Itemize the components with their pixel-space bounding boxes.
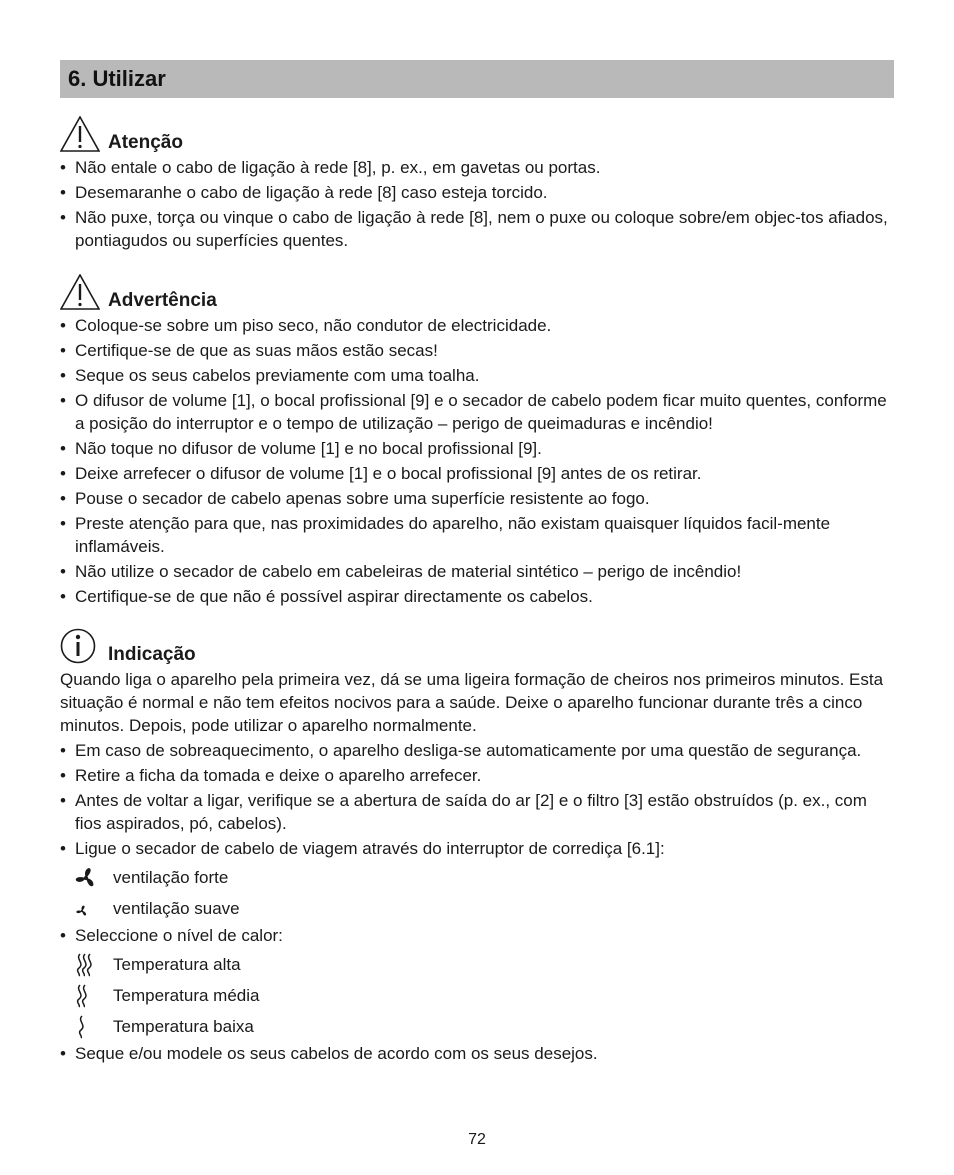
warning-title: Advertência	[108, 290, 217, 311]
heat-low-icon	[75, 1014, 97, 1040]
heat-setting-label: Temperatura média	[113, 985, 260, 1005]
list-item: • Não entale o cabo de ligação à rede [8], p. ex., em gavetas ou portas.	[60, 156, 894, 179]
section-title-bar	[60, 60, 894, 98]
list-item: • Certifique-se de que as suas mãos estão secas!	[60, 339, 894, 362]
heat-setting-row	[75, 1011, 894, 1042]
warning-heading	[60, 274, 894, 310]
fan-setting-row	[75, 893, 894, 924]
attention-title: Atenção	[108, 132, 183, 153]
final-list	[60, 1042, 894, 1065]
list-item: • Em caso de sobreaquecimento, o aparelho desliga-se automaticamente por uma questão de segurança.	[60, 739, 894, 762]
warning-icon	[60, 116, 100, 152]
fan-setting-row	[75, 862, 894, 893]
note-paragraph: Quando liga o aparelho pela primeira vez, dá se uma ligeira formação de cheiros nos primeiros minutos. Esta situação é normal e não tem efeitos nocivos para a saúde. Deixe o aparelho funcionar durante três a cinco minutos. Depois, pode utilizar o aparelho normalmente.	[60, 670, 884, 735]
list-item: • Preste atenção para que, nas proximidades do aparelho, não existam quaisquer líquidos facil-mente inflamáveis.	[60, 512, 894, 558]
warning-icon	[60, 274, 100, 310]
attention-block	[60, 116, 894, 252]
list-item: • Retire a ficha da tomada e deixe o aparelho arrefecer.	[60, 764, 894, 787]
attention-heading	[60, 116, 894, 152]
heat-medium-icon	[75, 983, 97, 1009]
heat-setting-row	[75, 980, 894, 1011]
heat-setting-row	[75, 949, 894, 980]
warning-block	[60, 274, 894, 608]
section-title: 6. Utilizar	[68, 66, 166, 91]
fan-strong-icon	[75, 867, 97, 889]
info-icon	[60, 628, 100, 664]
list-item: • Seque os seus cabelos previamente com uma toalha.	[60, 364, 894, 387]
fan-setting-label: ventilação suave	[113, 898, 240, 918]
warning-list	[60, 314, 894, 608]
list-item: • Seleccione o nível de calor:	[60, 924, 894, 947]
heat-setting-label: Temperatura baixa	[113, 1016, 254, 1036]
heat-setting-label: Temperatura alta	[113, 954, 241, 974]
note-block	[60, 628, 894, 1065]
heat-intro-list	[60, 924, 894, 947]
list-item: • Desemaranhe o cabo de ligação à rede [8] caso esteja torcido.	[60, 181, 894, 204]
page-content	[60, 60, 894, 1067]
page-number: 72	[468, 1131, 486, 1148]
fan-setting-label: ventilação forte	[113, 867, 229, 887]
fan-soft-icon	[75, 898, 97, 920]
list-item: • Não toque no difusor de volume [1] e no bocal profissional [9].	[60, 437, 894, 460]
list-item: • Seque e/ou modele os seus cabelos de acordo com os seus desejos.	[60, 1042, 894, 1065]
list-item: • Certifique-se de que não é possível aspirar directamente os cabelos.	[60, 585, 894, 608]
list-item: • Antes de voltar a ligar, verifique se a abertura de saída do ar [2] e o filtro [3] estão obstruídos (p. ex., com fios aspirados, pó, cabelos).	[60, 789, 894, 835]
note-list	[60, 739, 894, 860]
list-item: • Não utilize o secador de cabelo em cabeleiras de material sintético – perigo de incêndio!	[60, 560, 894, 583]
note-heading	[60, 628, 894, 664]
list-item: • Pouse o secador de cabelo apenas sobre uma superfície resistente ao fogo.	[60, 487, 894, 510]
attention-list	[60, 156, 894, 252]
list-item: • Coloque-se sobre um piso seco, não condutor de electricidade.	[60, 314, 894, 337]
list-item: • Ligue o secador de cabelo de viagem através do interruptor de corrediça [6.1]:	[60, 837, 894, 860]
note-title: Indicação	[108, 644, 196, 665]
list-item: • O difusor de volume [1], o bocal profissional [9] e o secador de cabelo podem ficar muito quentes, conforme a posição do interruptor e o tempo de utilização – perigo de queimaduras e incêndio!	[60, 389, 894, 435]
list-item: • Não puxe, torça ou vinque o cabo de ligação à rede [8], nem o puxe ou coloque sobre/em objec-tos afiados, pontiagudos ou superfícies quentes.	[60, 206, 894, 252]
heat-high-icon	[75, 952, 97, 978]
list-item: • Deixe arrefecer o difusor de volume [1] e o bocal profissional [9] antes de os retirar.	[60, 462, 894, 485]
